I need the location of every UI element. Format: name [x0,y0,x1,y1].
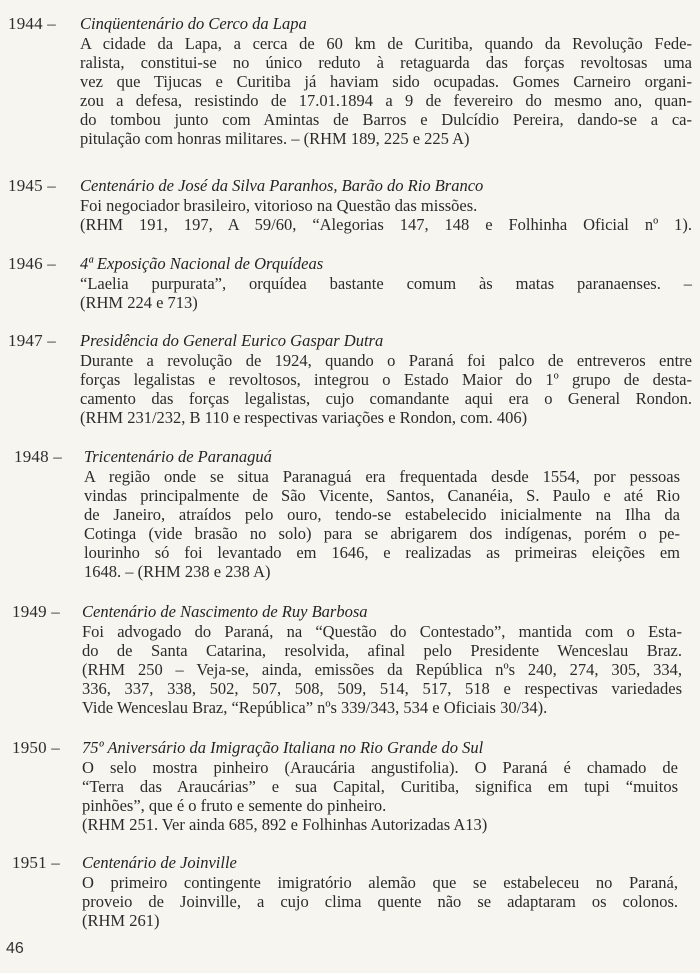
entry-body [80,254,692,312]
entry-line: Foi advogado do Paraná, na “Questão do Contestado”, mantida com o Esta- [82,622,682,641]
entry-line: vez que Tijucas e Curitiba já haviam sido ocupadas. Gomes Carneiro organi- [80,72,692,91]
entry-line: Cotinga (vide brasão no solo) para se abrigarem dos indígenas, porém o pe- [84,524,680,543]
entry-title: 4ª Exposição Nacional de Orquídeas [80,254,324,273]
entry-body [80,331,692,427]
entry-line: Durante a revolução de 1924, quando o Paraná foi palco de entreveros entre [80,351,692,370]
entry-line: vindas principalmente de São Vicente, Santos, Cananéia, S. Paulo e até Rio [84,486,680,505]
entry-year: 1951 – [12,853,60,872]
entry-line: (RHM 251. Ver ainda 685, 892 e Folhinhas Autorizadas A13) [82,815,488,834]
entry-year: 1948 – [14,447,62,466]
entry-body [80,176,692,234]
entry-title: Tricentenário de Paranaguá [84,447,272,466]
entry-line: (RHM 191, 197, A 59/60, “Alegorias 147, 148 e Folhinha Oficial nº 1). [80,215,692,234]
entry-title: 75º Aniversário da Imigração Italiana no Rio Grande do Sul [82,738,484,757]
entry-line: pinhões”, que é o fruto e semente do pinheiro. [82,796,387,815]
entry-body [82,602,682,717]
entry-line: de Janeiro, atraídos pelo ouro, tendo-se estabelecido inicialmente na Ilha da [84,505,680,524]
entry-line: pitulação com honras militares. – (RHM 189, 225 e 225 A) [80,129,470,148]
entry-line: A cidade da Lapa, a cerca de 60 km de Curitiba, quando da Revolução Fede- [80,34,692,53]
entry-year: 1945 – [8,176,56,195]
entry-line: forças legalistas e revoltosos, integrou o Estado Maior do 1º grupo de desta- [80,370,692,389]
entry-body [82,738,678,834]
entry-title: Presidência do General Eurico Gaspar Dutra [80,331,384,350]
entry-line: (RHM 231/232, B 110 e respectivas variações e Rondon, com. 406) [80,408,528,427]
entry-body [82,853,678,930]
entry-line: do tombou junto com Amintas de Barros e Dulcídio Pereira, dando-se a ca- [80,110,692,129]
entry-line: (RHM 250 – Veja-se, ainda, emissões da República nºs 240, 274, 305, 334, [82,660,682,679]
entry-line: “Terra das Araucárias” e sua Capital, Curitiba, significa em tupi “muitos [82,777,678,796]
entry-line: do de Santa Catarina, resolvida, afinal pelo Presidente Wenceslau Braz. [82,641,682,660]
entry-title: Centenário de Joinville [82,853,237,872]
entry-line: Foi negociador brasileiro, vitorioso na Questão das missões. [80,196,478,215]
entry-line: (RHM 261) [82,911,160,930]
entry-year: 1946 – [8,254,56,273]
entry-title: Centenário de José da Silva Paranhos, Barão do Rio Branco [80,176,484,195]
entry-line: O selo mostra pinheiro (Araucária angustifolia). O Paraná é chamado de [82,758,678,777]
entry-title: Cinqüentenário do Cerco da Lapa [80,14,307,33]
entry-line: ralista, constitui-se no único reduto à retaguarda das forças revoltosas uma [80,53,692,72]
entry-line: camento das forças legalistas, cujo comandante aqui era o General Rondon. [80,389,692,408]
entry-body [80,14,692,148]
entry-line: Vide Wenceslau Braz, “República” nºs 339/343, 534 e Oficiais 30/34). [82,698,548,717]
entry-line: zou a defesa, resistindo de 17.01.1894 a 9 de fevereiro do mesmo ano, quan- [80,91,692,110]
entry-line: 336, 337, 338, 502, 507, 508, 509, 514, 517, 518 e respectivas variedades [82,679,682,698]
entry-year: 1947 – [8,331,56,350]
entry-body [84,447,680,581]
entry-year: 1950 – [12,738,60,757]
entry-line: “Laelia purpurata”, orquídea bastante comum às matas paranaenses. – [80,274,692,293]
entry-title: Centenário de Nascimento de Ruy Barbosa [82,602,368,621]
entry-line: O primeiro contingente imigratório alemão que se estabeleceu no Paraná, [82,873,678,892]
entry-year: 1944 – [8,14,56,33]
entry-line: (RHM 224 e 713) [80,293,198,312]
entry-line: proveio de Joinville, a cujo clima quente não se adaptaram os colonos. [82,892,678,911]
entry-line: A região onde se situa Paranaguá era frequentada desde 1554, por pessoas [84,467,680,486]
entry-year: 1949 – [12,602,60,621]
page-number: 46 [6,940,24,957]
entry-line: 1648. – (RHM 238 e 238 A) [84,562,271,581]
entry-line: lourinho só foi levantado em 1646, e realizadas as primeiras eleições em [84,543,680,562]
